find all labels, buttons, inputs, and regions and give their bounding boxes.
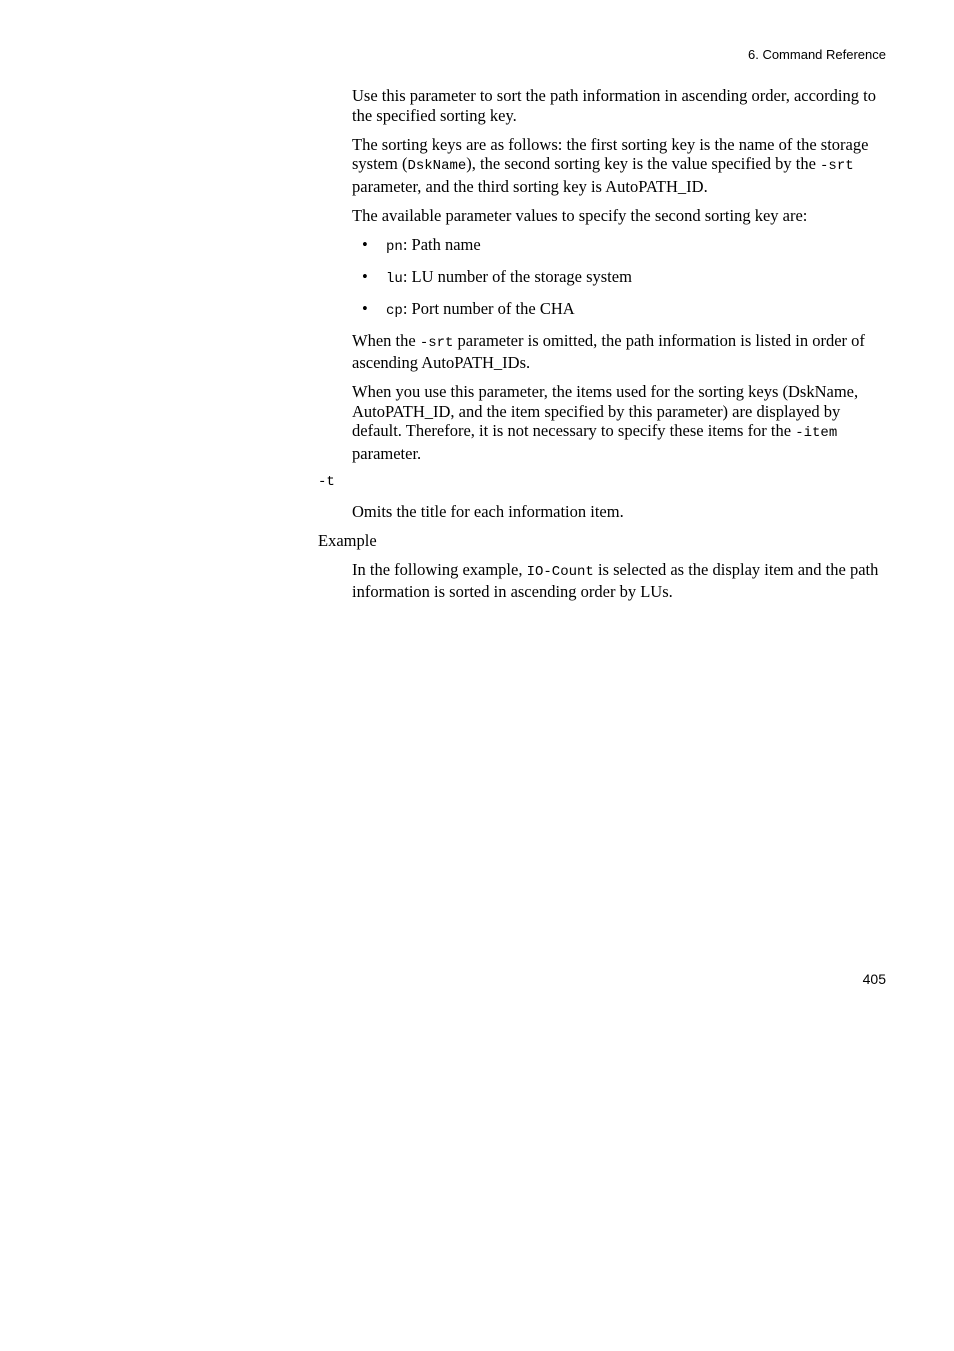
available-values-paragraph: The available parameter values to specify the second sorting key are: [352,205,808,225]
list-item-text: : Port number of the CHA [402,298,575,318]
bullet-icon: • [362,266,368,286]
t-parameter-description: Omits the title for each information item. [352,501,624,521]
bullet-icon: • [362,234,368,254]
code-value: cp [386,302,403,319]
list-item [362,267,887,290]
srt-description: Use this parameter to sort the path information in ascending order, according to the specified sorting key. [352,86,876,125]
t-parameter-label: -t [318,473,335,490]
text-run: The sorting keys are as follows: the first sorting key is the name of the storage system ( [352,134,869,173]
text-run: parameter, and the third sorting key is AutoPATH_ID. [352,176,708,196]
list-item [362,235,887,258]
page-number: 405 [862,971,886,987]
text-run: In the following example, [352,559,527,579]
text-run: is selected as the display item and the path information is sorted in ascending order by LUs. [352,559,879,601]
code-value: pn [386,238,403,255]
code-srt: -srt [419,334,454,351]
srt-omitted-paragraph [352,331,887,373]
sorting-keys-paragraph [352,135,887,197]
text-run: parameter. [352,443,422,463]
text-run: parameter is omitted, the path information is listed in order of ascending AutoPATH_IDs. [352,330,865,372]
code-dskname: DskName [407,158,467,174]
code-io-count: IO-Count [526,563,594,580]
list-item-text: : LU number of the storage system [402,266,632,286]
body-text [0,86,954,602]
example-heading: Example [318,530,377,550]
list-item [362,299,887,322]
example-paragraph [352,560,887,602]
default-items-paragraph [352,382,887,463]
bullet-icon: • [362,298,368,318]
text-run: When the [352,330,420,350]
list-item-text: : Path name [402,234,481,254]
running-header: 6. Command Reference [747,47,886,62]
code-srt: -srt [820,158,854,174]
code-value: lu [386,270,403,287]
code-item: -item [795,425,838,441]
text-run: ), the second sorting key is the value specified by the [466,154,821,173]
text-run: When you use this parameter, the items used for the sorting keys (DskName, AutoPATH_ID, and the item specified by this parameter) are displayed by default. Therefore, it is not necessary to specify these items for the [352,382,859,440]
sort-key-list [362,235,887,322]
